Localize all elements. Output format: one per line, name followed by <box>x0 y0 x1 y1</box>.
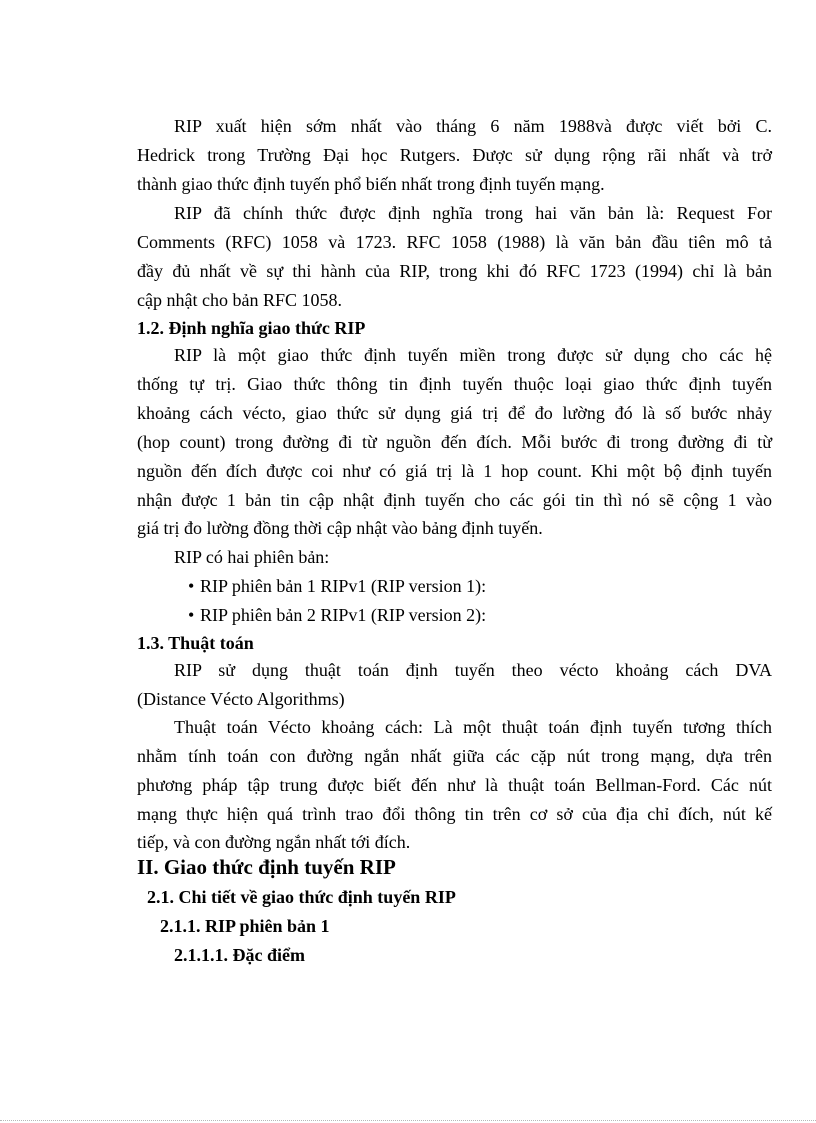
bullet-item <box>188 603 486 627</box>
section-2-1-1-heading: 2.1.1. RIP phiên bản 1 <box>160 916 330 936</box>
section-1-2-p1-line-1: RIP là một giao thức định tuyến miền trong được sử dụng cho các hệ <box>174 345 772 365</box>
intro-p2-line-2: Comments (RFC) 1058 và 1723. RFC 1058 (1988) là văn bản đầu tiên mô tả <box>137 232 772 252</box>
intro-p2-line-3: đầy đủ nhất về sự thi hành của RIP, trong khi đó RFC 1723 (1994) chỉ là bản <box>137 261 772 281</box>
bullet-text: RIP phiên bản 1 RIPv1 (RIP version 1): <box>200 576 487 596</box>
section-1-3-p1-line-2: (Distance Vécto Algorithms) <box>137 689 345 709</box>
section-1-2-p1-line-5: nguồn đến đích được coi như có giá trị là 1 hop count. Khi một bộ định tuyến <box>137 461 772 481</box>
section-1-2-p1-line-3: khoảng cách vécto, giao thức sử dụng giá trị để đo lường đó là số bước nhảy <box>137 403 772 423</box>
section-1-2-p2: RIP có hai phiên bản: <box>174 547 330 567</box>
section-1-3-p2-line-1: Thuật toán Vécto khoảng cách: Là một thuật toán định tuyến tương thích <box>174 717 772 737</box>
page-bottom-divider <box>0 1120 816 1121</box>
section-2-1-heading: 2.1. Chi tiết về giao thức định tuyến RIP <box>147 887 456 907</box>
bullet-item <box>188 574 486 598</box>
section-1-2-p1-line-2: thống tự trị. Giao thức thông tin định tuyến thuộc loại giao thức định tuyến <box>137 374 772 394</box>
section-ii-heading: II. Giao thức định tuyến RIP <box>137 855 396 879</box>
intro-p1-line-3: thành giao thức định tuyến phổ biến nhất trong định tuyến mạng. <box>137 174 605 194</box>
intro-p1-line-1: RIP xuất hiện sớm nhất vào tháng 6 năm 1988và được viết bởi C. <box>174 116 772 136</box>
section-1-2-p1-line-4: (hop count) trong đường đi từ nguồn đến đích. Mỗi bước đi trong đường đi từ <box>137 432 772 452</box>
section-1-3-p1-line-1: RIP sử dụng thuật toán định tuyến theo vécto khoảng cách DVA <box>174 660 772 680</box>
section-1-3-p2-line-5: tiếp, và con đường ngắn nhất tới đích. <box>137 832 411 852</box>
intro-p2-line-4: cập nhật cho bản RFC 1058. <box>137 290 342 310</box>
section-1-2-heading: 1.2. Định nghĩa giao thức RIP <box>137 318 366 338</box>
bullet-text: RIP phiên bản 2 RIPv1 (RIP version 2): <box>200 605 487 625</box>
section-1-3-p2-line-4: mạng thực hiện quá trình trao đổi thông tin trên cơ sở của địa chỉ đích, nút kế <box>137 804 772 824</box>
section-1-3-p2-line-3: phương pháp tập trung được biết đến như là thuật toán Bellman-Ford. Các nút <box>137 775 772 795</box>
section-1-3-heading: 1.3. Thuật toán <box>137 633 254 653</box>
bullet-glyph: • <box>188 576 195 596</box>
section-1-3-p2-line-2: nhằm tính toán con đường ngắn nhất giữa các cặp nút trong mạng, dựa trên <box>137 746 772 766</box>
bullet-glyph: • <box>188 605 195 625</box>
intro-p2-line-1: RIP đã chính thức được định nghĩa trong hai văn bản là: Request For <box>174 203 772 223</box>
section-2-1-1-1-heading: 2.1.1.1. Đặc điểm <box>174 945 305 965</box>
section-1-2-p1-line-6: nhận được 1 bản tin cập nhật định tuyến cho các gói tin thì nó sẽ cộng 1 vào <box>137 490 772 510</box>
intro-p1-line-2: Hedrick trong Trường Đại học Rutgers. Được sử dụng rộng rãi nhất và trở <box>137 145 772 165</box>
section-1-2-p1-line-7: giá trị đo lường đồng thời cập nhật vào bảng định tuyến. <box>137 518 543 538</box>
